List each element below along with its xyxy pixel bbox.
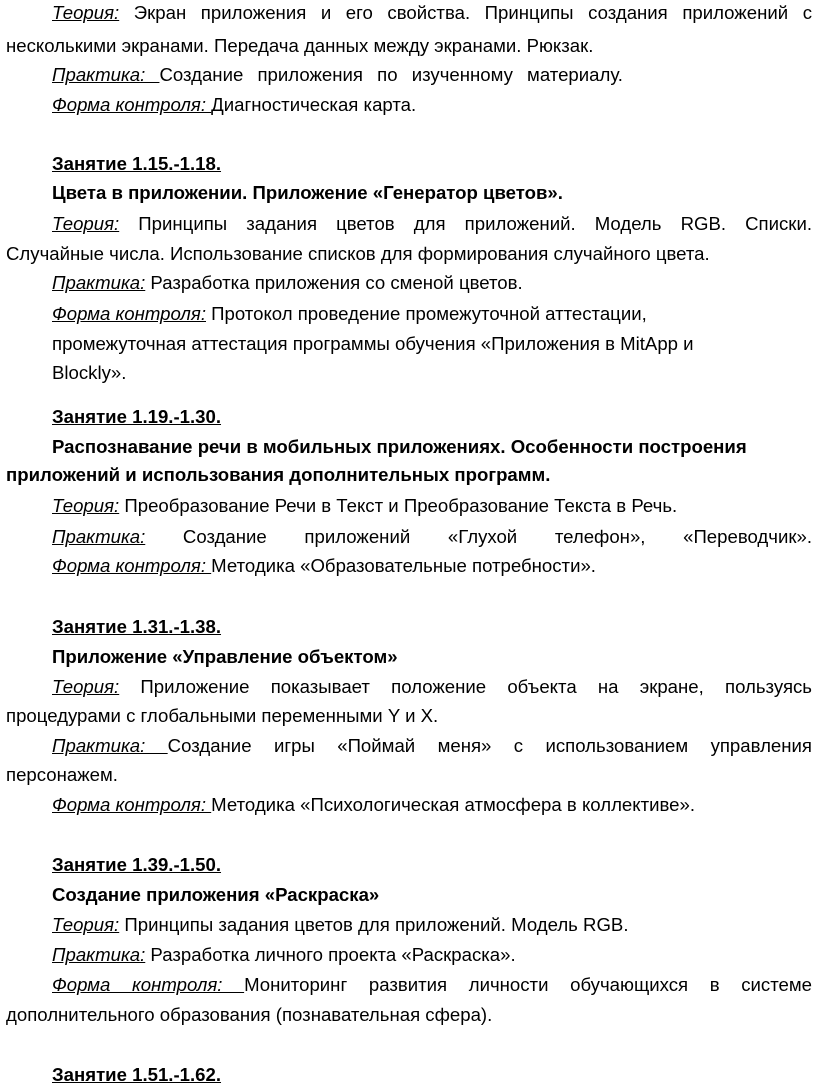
theory-line-continued: процедурами с глобальными переменными Y и X.: [6, 705, 439, 726]
control-label: Форма контроля:: [52, 303, 206, 324]
lesson-title: Распознавание речи в мобильных приложениях. Особенности построения: [52, 436, 747, 457]
practice-line-continued: персонажем.: [6, 764, 118, 785]
practice-line: [52, 524, 812, 549]
control-label: Форма контроля:: [52, 555, 212, 576]
practice-text: Создание приложений «Глухой телефон», «Переводчик».: [145, 526, 812, 547]
theory-label: Теория:: [52, 676, 120, 697]
theory-label: Теория:: [52, 213, 120, 234]
lesson-heading: Занятие 1.39.-1.50.: [52, 854, 222, 875]
practice-label: Практика:: [52, 944, 146, 965]
practice-label: Практика:: [52, 526, 146, 547]
practice-label: Практика:: [52, 272, 146, 293]
practice-label: Практика:: [52, 64, 160, 85]
practice-line: [52, 942, 812, 967]
control-line: [52, 553, 812, 578]
theory-text: Принципы задания цветов для приложений. Модель RGB.: [119, 914, 629, 935]
theory-line: [52, 674, 812, 699]
control-line: [52, 792, 812, 817]
theory-line-continued: Случайные числа. Использование списков для формирования случайного цвета.: [6, 243, 710, 264]
control-line-continued: промежуточная аттестация программы обучения «Приложения в MitApp и: [52, 333, 694, 354]
theory-line-continued: несколькими экранами. Передача данных между экранами. Рюкзак.: [6, 35, 594, 56]
lesson-heading: Занятие 1.15.-1.18.: [52, 153, 222, 174]
control-text: Методика «Психологическая атмосфера в коллективе».: [211, 794, 696, 815]
control-label: Форма контроля:: [52, 974, 245, 995]
lesson-heading: Занятие 1.31.-1.38.: [52, 616, 222, 637]
lesson-title: Создание приложения «Раскраска»: [52, 884, 380, 905]
practice-label: Практика:: [52, 735, 168, 756]
theory-line: [52, 0, 812, 25]
practice-line: [52, 62, 812, 87]
lesson-title: Приложение «Управление объектом»: [52, 646, 398, 667]
practice-text: Разработка приложения со сменой цветов.: [145, 272, 523, 293]
theory-text: Принципы задания цветов для приложений. Модель RGB. Списки.: [119, 213, 812, 234]
practice-line: [52, 733, 812, 758]
control-line: [52, 92, 812, 117]
control-text: Методика «Образовательные потребности».: [211, 555, 596, 576]
theory-line: [52, 912, 812, 937]
theory-label: Теория:: [52, 495, 120, 516]
theory-text: Преобразование Речи в Текст и Преобразование Текста в Речь.: [119, 495, 678, 516]
control-line-continued: дополнительного образования (познавательная сфера).: [6, 1004, 493, 1025]
lesson-heading: Занятие 1.19.-1.30.: [52, 406, 222, 427]
control-line: [52, 301, 812, 326]
practice-text: Разработка личного проекта «Раскраска».: [145, 944, 516, 965]
theory-text: Экран приложения и его свойства. Принципы создания приложений с: [119, 2, 812, 23]
control-line: [52, 972, 812, 997]
lesson-heading: Занятие 1.51.-1.62.: [52, 1064, 222, 1085]
control-label: Форма контроля:: [52, 94, 212, 115]
theory-label: Теория:: [52, 914, 120, 935]
lesson-title: Цвета в приложении. Приложение «Генератор цветов».: [52, 182, 563, 203]
practice-line: [52, 270, 812, 295]
control-line-continued: Blockly».: [52, 362, 127, 383]
lesson-title-continued: приложений и использования дополнительных программ.: [6, 464, 551, 485]
practice-text: Создание приложения по изученному материалу.: [159, 64, 623, 85]
theory-line: [52, 493, 812, 518]
control-text: Протокол проведение промежуточной аттестации,: [206, 303, 647, 324]
control-label: Форма контроля:: [52, 794, 212, 815]
theory-text: Приложение показывает положение объекта на экране, пользуясь: [119, 676, 812, 697]
control-text: Мониторинг развития личности обучающихся в системе: [244, 974, 812, 995]
practice-text: Создание игры «Поймай меня» с использованием управления: [167, 735, 812, 756]
theory-line: [52, 211, 812, 236]
theory-label: Теория:: [52, 2, 120, 23]
control-text: Диагностическая карта.: [211, 94, 417, 115]
